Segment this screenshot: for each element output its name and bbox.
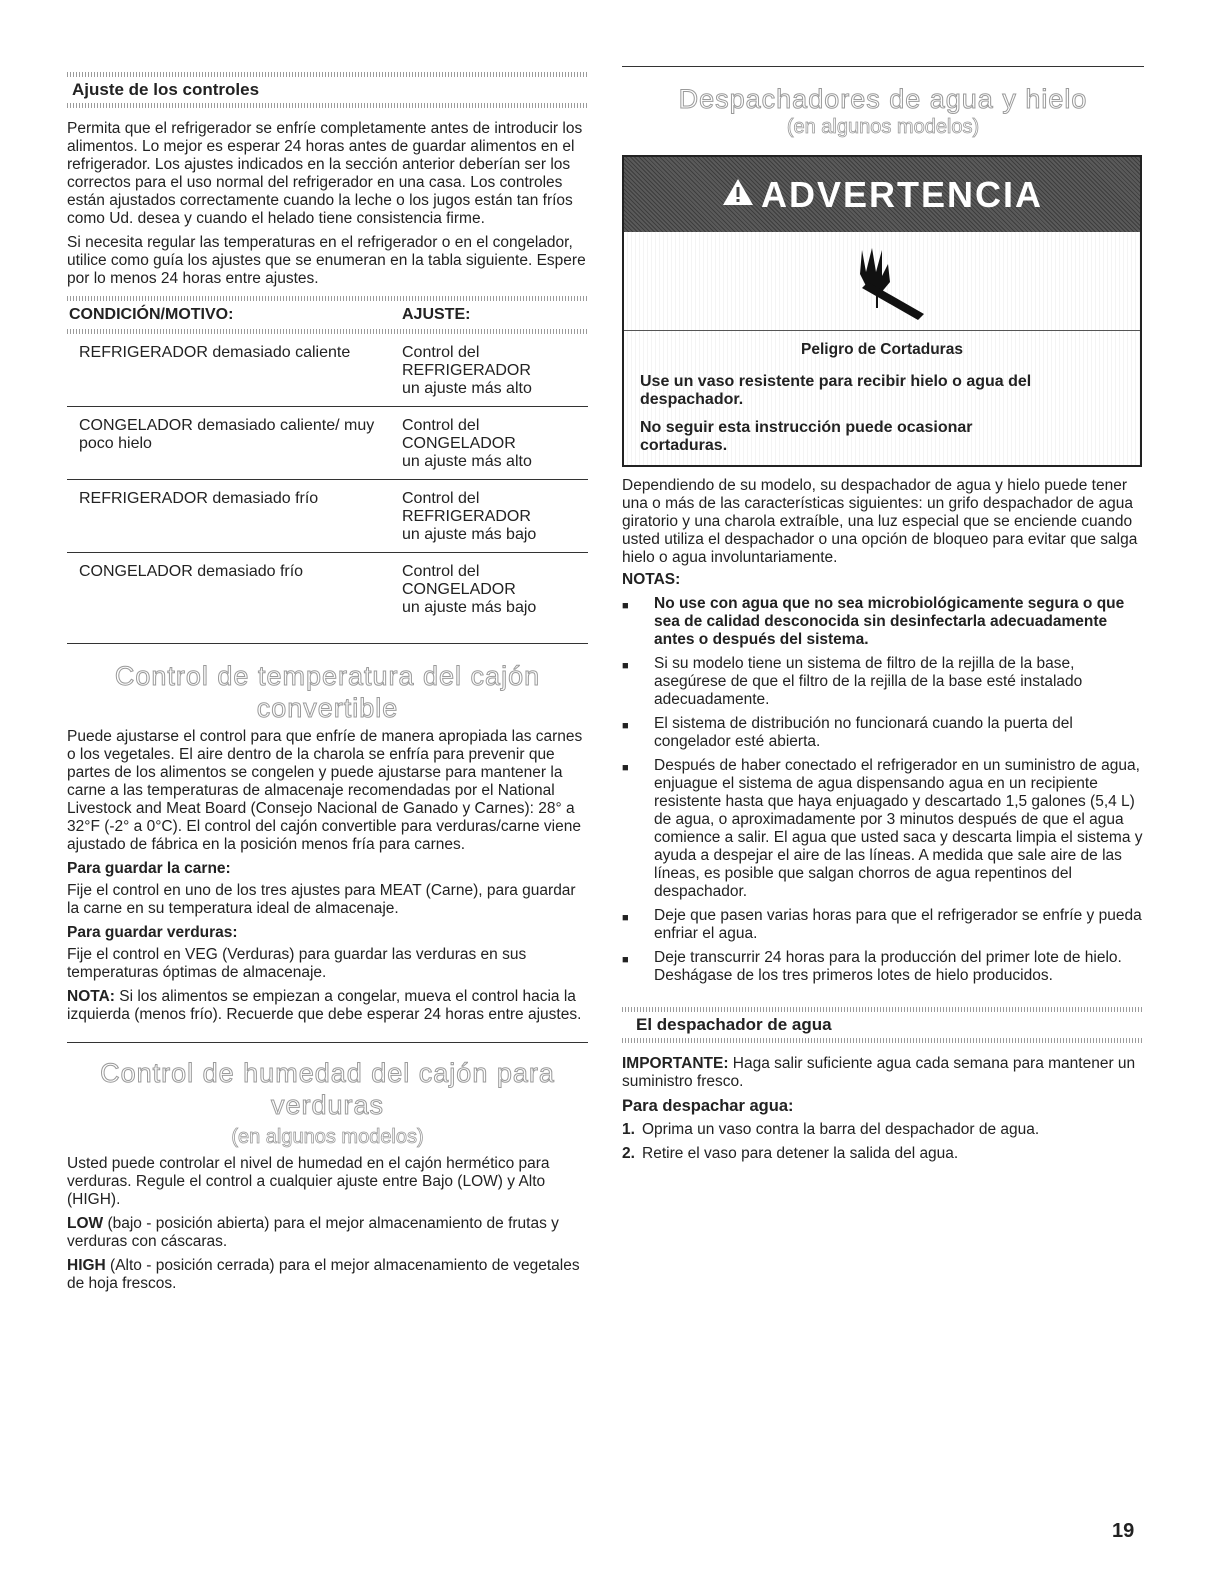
important-text: Haga salir suficiente agua cada semana para mantener un suministro fresco. [622, 1055, 1136, 1090]
humidity-paragraph: Usted puede controlar el nivel de humedad en el cajón hermético para verduras. Regule el control a cualquier ajuste entre Bajo (LOW) y Alto (HIGH). [67, 1155, 550, 1208]
warning-banner [624, 157, 1140, 232]
water-dispenser-heading: El despachador de agua [636, 1015, 832, 1034]
setting-line: REFRIGERADOR [402, 508, 531, 525]
veg-heading: Para guardar verduras: [67, 924, 238, 941]
setting-cell [402, 417, 588, 471]
table-row [67, 479, 588, 552]
condition-cell: CONGELADOR demasiado frío [79, 563, 304, 580]
note-text: Si los alimentos se empiezan a congelar, mueva el control hacia la izquierda (menos frío). Recuerde que debe esperar 24 horas entre ajustes. [67, 988, 582, 1023]
condition-cell: REFRIGERADOR demasiado caliente [79, 344, 351, 361]
section-divider [67, 72, 588, 77]
list-item [622, 907, 1144, 943]
list-item [622, 715, 1144, 751]
setting-line: Control del [402, 490, 480, 507]
controls-paragraph-2: Si necesita regular las temperaturas en el refrigerador o en el congelador, utilice como guía los ajustes que se enumeran en la tabla siguiente. Espere por lo menos 24 horas entre ajustes. [67, 234, 586, 287]
note-text: El sistema de distribución no funcionará cuando la puerta del congelador esté abierta. [654, 715, 1073, 750]
low-text: (bajo - posición abierta) para el mejor almacenamiento de frutas y verduras con cáscaras. [67, 1215, 559, 1250]
step-number: 1. [622, 1121, 635, 1138]
bullet-square-icon: ■ [622, 600, 629, 612]
section-rule [67, 1042, 588, 1043]
table-row [67, 334, 588, 406]
setting-line: Control del [402, 344, 480, 361]
section-title-line: convertible [256, 693, 399, 723]
note-text: Después de haber conectado el refrigerador en un suministro de agua, enjuague el sistema de agua dispensando agua en un recipiente resistente hasta que haya enjuagado y descartado 1,5 galones (5,4 L) de agua, o aproximadamente por 3 minutos después de que el agua comience a salir. El agua que usted saca y descarta limpia el sistema y ayuda a despejar el aire de las líneas. A medida que sale aire de las líneas, es posible que salgan chorros de agua repentinos del despachador. [654, 757, 1143, 900]
low-label: LOW [67, 1215, 104, 1232]
low-paragraph [67, 1215, 588, 1251]
list-item [622, 757, 1144, 901]
warning-content [624, 232, 1140, 465]
section-subtitle: (en algunos modelos) [231, 1126, 424, 1148]
setting-cell [402, 563, 588, 617]
setting-column-header: AJUSTE: [402, 306, 471, 323]
section-title-line: Control de humedad del cajón para [100, 1058, 555, 1088]
note-label: NOTA: [67, 988, 115, 1005]
setting-line: Control del [402, 417, 480, 434]
bullet-square-icon: ■ [622, 720, 629, 732]
setting-line: un ajuste más bajo [402, 526, 537, 543]
section-divider [622, 1038, 1144, 1043]
note-paragraph [67, 988, 588, 1024]
note-text: No use con agua que no sea microbiológicamente segura o que sea de calidad desconocida sin desinfectarla adecuadamente antes o después del sistema. [654, 595, 1125, 648]
section-rule [622, 66, 1144, 67]
high-text: (Alto - posición cerrada) para el mejor almacenamiento de vegetales de hoja frescos. [67, 1257, 580, 1292]
note-text: Deje que pasen varias horas para que el refrigerador se enfríe y pueda enfriar el agua. [654, 907, 1142, 942]
controls-heading: Ajuste de los controles [72, 80, 260, 99]
steps-list [622, 1121, 1144, 1163]
list-item [622, 1121, 1144, 1139]
setting-line: un ajuste más bajo [402, 599, 537, 616]
adjustment-table-body [67, 334, 588, 625]
convertible-paragraph: Puede ajustarse el control para que enfríe de manera apropiada las carnes o los vegetales. El aire dentro de la charola se enfría para prevenir que partes de los alimentos se congelen y puede ajustarse para mantener la carne a las temperaturas de almacenaje recomendadas por el National Livestock and Meat Board (Consejo Nacional de Ganado y Carnes): 28° a 32°F (-2° a 0°C). El control del cajón convertible para verduras/carne viene ajustado de fábrica en la posición menos fría para carnes. [67, 728, 583, 853]
left-column [67, 0, 588, 1293]
setting-line: un ajuste más alto [402, 380, 532, 397]
step-number: 2. [622, 1145, 635, 1162]
bullet-square-icon: ■ [622, 762, 629, 774]
setting-line: Control del [402, 563, 480, 580]
adjustment-table-header [67, 301, 588, 329]
note-text: Deje transcurrir 24 horas para la producción del primer lote de hielo. Deshágase de los tres primeros lotes de hielo producidos. [654, 949, 1122, 984]
section-divider [67, 103, 588, 108]
dispensers-section-title [622, 83, 1144, 139]
note-text: Si su modelo tiene un sistema de filtro de la rejilla de la base, asegúrese de que el filtro de la rejilla de la base esté instalado adecuadamente. [654, 655, 1083, 708]
high-label: HIGH [67, 1257, 106, 1274]
dispense-water-heading: Para despachar agua: [622, 1097, 794, 1115]
warning-line-1: Use un vaso resistente para recibir hielo o agua del despachador. [640, 373, 1032, 408]
important-paragraph [622, 1055, 1144, 1091]
setting-cell [402, 344, 588, 398]
veg-paragraph: Fije el control en VEG (Verduras) para guardar las verduras en sus temperaturas óptimas de almacenaje. [67, 946, 527, 981]
cut-hazard-icon [640, 232, 1124, 330]
list-item [622, 655, 1144, 709]
warning-line-2: No seguir esta instrucción puede ocasionar cortaduras. [640, 419, 973, 454]
section-title-line: Control de temperatura del cajón [114, 661, 541, 691]
meat-heading: Para guardar la carne: [67, 860, 231, 877]
list-item [622, 949, 1144, 985]
notes-heading: NOTAS: [622, 571, 681, 588]
table-bottom-rule [67, 643, 588, 644]
table-row [67, 406, 588, 479]
controls-paragraph-1: Permita que el refrigerador se enfríe completamente antes de introducir los alimentos. Lo mejor es esperar 24 horas antes de guardar alimentos en el refrigerador. Los ajustes indicados en la sección anterior deberían ser los correctos para el uso normal del refrigerador en una casa. Los controles están ajustados correctamente cuando la leche o los jugos están tan fríos como Ud. desea y cuando el helado tiene consistencia firme. [67, 120, 583, 227]
high-paragraph [67, 1257, 588, 1293]
important-label: IMPORTANTE: [622, 1055, 729, 1072]
setting-cell [402, 490, 588, 544]
hazard-title: Peligro de Cortaduras [801, 341, 963, 358]
step-text: Oprima un vaso contra la barra del despachador de agua. [642, 1121, 1040, 1138]
convertible-section-title [67, 660, 588, 724]
setting-line: un ajuste más alto [402, 453, 532, 470]
warning-triangle-icon [721, 174, 755, 216]
bullet-square-icon: ■ [622, 912, 629, 924]
right-column [622, 0, 1144, 1163]
setting-line: REFRIGERADOR [402, 362, 531, 379]
list-item [622, 1145, 1144, 1163]
setting-line: CONGELADOR [402, 435, 516, 452]
section-title-line: Despachadores de agua y hielo [678, 84, 1088, 114]
dispenser-intro-paragraph: Dependiendo de su modelo, su despachador de agua y hielo puede tener una o más de las características siguientes: un grifo despachador de agua giratorio y una charola extraíble, una luz especial que se enciende cuando usted utiliza el despachador o una opción de bloqueo para evitar que salga hielo o agua involuntariamente. [622, 477, 1138, 566]
meat-paragraph: Fije el control en uno de los tres ajustes para MEAT (Carne), para guardar la carne en su temperatura ideal de almacenaje. [67, 882, 576, 917]
list-item [622, 595, 1144, 649]
step-text: Retire el vaso para detener la salida del agua. [642, 1145, 959, 1162]
table-row [67, 552, 588, 625]
bullet-square-icon: ■ [622, 660, 629, 672]
notes-list [622, 595, 1144, 985]
bullet-square-icon: ■ [622, 954, 629, 966]
condition-cell: REFRIGERADOR demasiado frío [79, 490, 319, 507]
condition-column-header: CONDICIÓN/MOTIVO: [69, 306, 234, 323]
section-subtitle: (en algunos modelos) [786, 116, 980, 138]
warning-banner-text: ADVERTENCIA [760, 173, 1043, 215]
condition-cell: CONGELADOR demasiado caliente/ muy poco hielo [79, 417, 375, 452]
page-number: 19 [1112, 1520, 1135, 1542]
warning-box [622, 155, 1142, 467]
section-divider [622, 1007, 1144, 1012]
section-title-line: verduras [270, 1090, 385, 1120]
humidity-section-title [67, 1057, 588, 1149]
setting-line: CONGELADOR [402, 581, 516, 598]
